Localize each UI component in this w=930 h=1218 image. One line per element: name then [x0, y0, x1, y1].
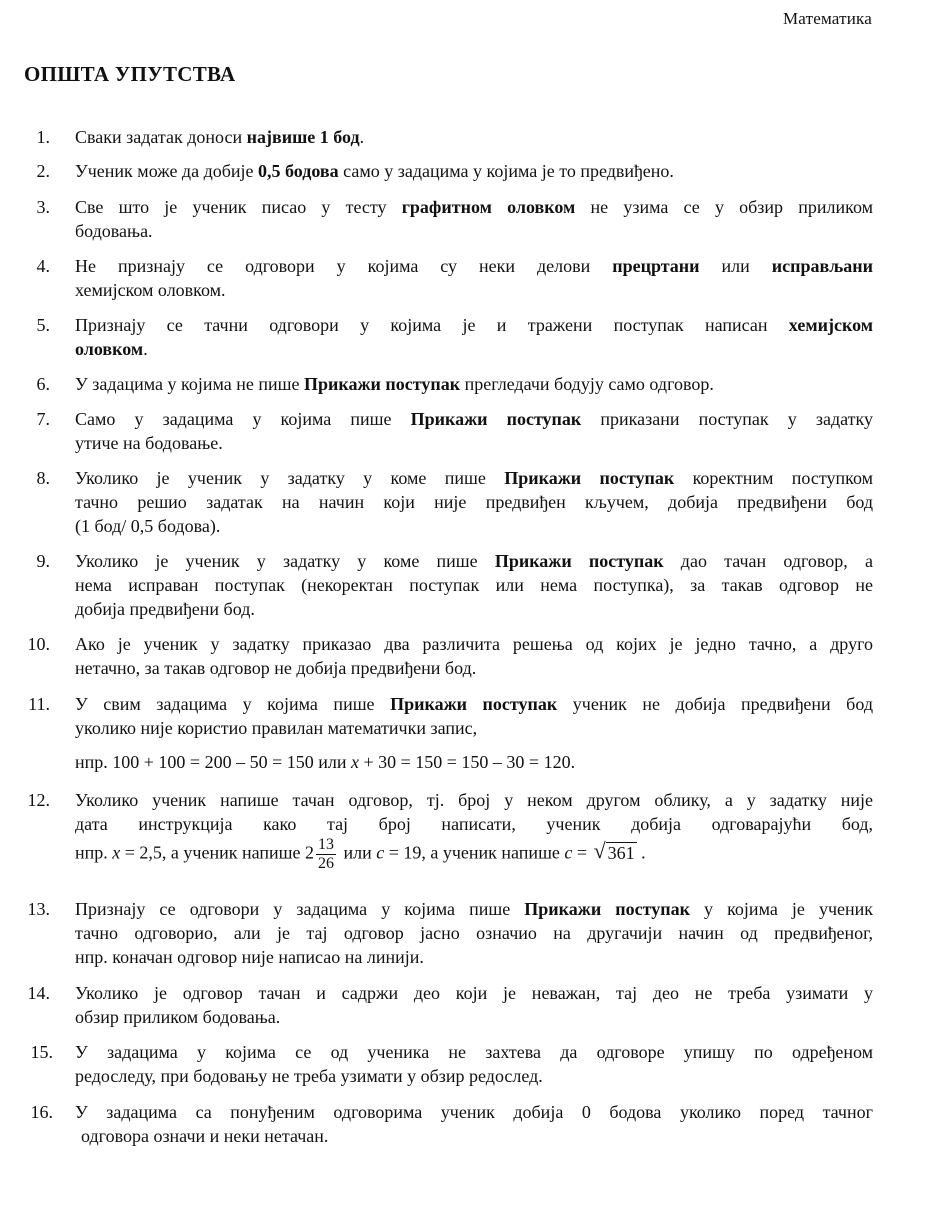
document-page: Математика ОПШТА УПУТСТВА 1. Сваки задатак доноси највише 1 бод. 2. Ученик може да добије 0,5 бодова само у задацима у којима је то предвиђено. 3. Све што је ученик писао у тесту графитном оловком не узима се у обзир приликом бодовања. 4. Не признају се одговори у којима су неки делови прецртани или исправљани хемијском оловком. 5. Признају се тачни одговори у којима је и тражени поступак написан хемијском оловком. 6. У задацима у којима не пише Прикажи поступак прегледачи бодују само одговор. 7. Само у задацима у којима пише Прикажи поступак приказани поступак у задатку утиче на бодовање. 8. Уколико је ученик у задатку у коме пише Прикажи поступак коректним поступком тачно решио задатак на начин који није предвиђен кључем, добија предвиђени бод (1 бод/ 0,5 бодова). 9. Уколико је ученик у задатку у коме пише Прикажи поступак дао тачан одговор, а нема исправан поступак (некоректан поступак или нема поступка), за такав одговор не добија предвиђени бод. 10. Ако је ученик у задатку приказао два различита решења од којих је једно тачно, а друго нетачно, за такав одговор не добија предвиђени бод. 11. У свим задацима у којима пише Прикажи поступак ученик не добија предвиђени бод уколико није користио правилан математички запис, нпр. 100 + 100 = 200 – 50 = 150 или x + 30 = 150 = 150 – 30 = 120. 12. Уколико ученик напише тачан одговор, тј. број у неком другом облику, а у задатку није дата инструкција како тај број написати, ученик добија одговарајући бод, нпр. x = 2,5, а ученик напише 2 $\frac{13}{26}$ или c = 19, а ученик напише c = √ 361 . 13. Признају се одговори у задацима у којима пише Прикажи поступак у којима је ученик тачно одговорио, али је тај одговор јасно означио на другачији начин од предвиђеног, нпр. коначан одговор није написао на линији. 14. Уколико је одговор тачан и садржи део који је неважан, тај део не треба узимати у обзир приликом бодовања. 15. У задацима у којима се од ученика не захтева да одговоре упишу по одређеном редоследу, при бодовању не треба узимати у обзир редослед. 16. У задацима са понуђеним одговорима ученик добија 0 бодова уколико поред тачног одговора означи и неки нетачан.: [0, 0, 930, 1218]
fraction: $\frac{13}{26}$: [317, 836, 334, 872]
item-number: 7.: [36, 409, 50, 429]
item-number: 3.: [36, 197, 50, 217]
item-number: 1.: [36, 127, 50, 147]
item-number: 13.: [27, 899, 50, 919]
example-notation: нпр. 100 + 100 = 200 – 50 = 150 или x + 30 = 150 = 150 – 30 = 120.: [75, 752, 576, 772]
example-answer-forms: нпр. x = 2,5, а ученик напише 2 $\frac{13}{26}$ или c = 19, а ученик напише c = √ 361 .: [75, 836, 646, 872]
item-number: 8.: [36, 468, 50, 488]
item-number: 15.: [30, 1042, 53, 1062]
page-title: ОПШТА УПУТСТВА: [24, 62, 236, 86]
item-number: 11.: [28, 694, 50, 714]
item-number: 9.: [36, 551, 50, 571]
item-number: 16.: [30, 1102, 53, 1122]
item-number: 12.: [27, 790, 50, 810]
item-number: 14.: [27, 983, 50, 1003]
item-number: 5.: [36, 315, 50, 335]
item-number: 6.: [36, 374, 50, 394]
item-number: 2.: [36, 161, 50, 181]
square-root: √ 361: [593, 837, 635, 863]
item-number: 4.: [36, 256, 50, 276]
subject-header: Математика: [782, 9, 872, 28]
item-number: 10.: [27, 634, 50, 654]
